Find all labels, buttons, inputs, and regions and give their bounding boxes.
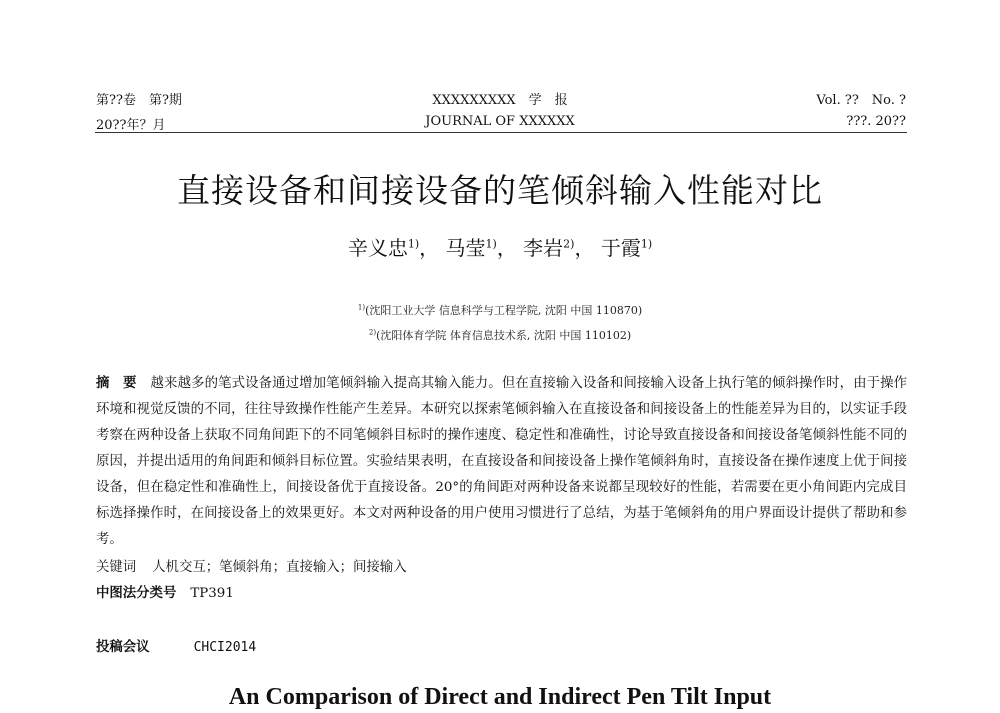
author-name: 李岩 — [523, 236, 564, 260]
keywords — [96, 556, 407, 575]
author-name: 马莹 — [445, 236, 486, 260]
author-affiliation-mark: 1) — [485, 237, 497, 251]
header-volume-en: Vol. ?? No. ? — [816, 93, 906, 108]
affiliation-1 — [0, 302, 1000, 318]
classification-label: 中图法分类号 — [96, 586, 177, 601]
affiliation-text: (沈阳体育学院 体育信息技术系, 沈阳 中国 110102) — [376, 329, 632, 342]
author-affiliation-mark: 2) — [563, 237, 575, 251]
author-affiliation-mark: 1) — [640, 237, 653, 251]
conference-label: 投稿会议 — [96, 640, 150, 655]
keywords-label: 关键词 — [96, 560, 137, 575]
header-journal-en: JOURNAL OF XXXXXX — [425, 114, 575, 129]
author-name: 于霞 — [600, 236, 641, 260]
paper-title-en: An Comparison of Direct and Indirect Pen Tilt Input — [228, 684, 772, 710]
author-name: 辛义忠 — [347, 236, 408, 260]
paper-title-cn: 直接设备和间接设备的笔倾斜输入性能对比 — [177, 171, 823, 210]
header-date-cn: 20??年？月 — [96, 118, 166, 133]
abstract-text: 越来越多的笔式设备通过增加笔倾斜输入提高其输入能力。但在直接输入设备和间接输入设备上执行笔的倾斜操作时，由于操作环境和视觉反馈的不同，往往导致操作性能产生差异。本研究以探索笔倾斜输入在直接设备和间接设备上的性能差异为目的，以实证手段考察在两种设备上获取不同角间距下的不同笔倾斜目标时的操作速度、稳定性和准确性，讨论导致直接设备和间接设备笔倾斜性能不同的原因，并提出适用的角间距和倾斜目标位置。实验结果表明，在直接设备和间接设备上操作笔倾斜角时，直接设备在操作速度上优于间接设备，但在稳定性和准确性上，间接设备优于直接设备。20°的角间距对两种设备来说都呈现较好的性能，若需要在更小角间距内完成目标选择操作时，在间接设备上的效果更好。本文对两种设备的用户使用习惯进行了总结，为基于笔倾斜角的用户界面设计提供了帮助和参考。 — [96, 376, 908, 547]
affiliation-mark: 2) — [368, 328, 377, 337]
header-date-en: ???. 20?? — [846, 114, 906, 129]
abstract-label: 摘 要 — [96, 376, 137, 391]
header-journal-cn: XXXXXXXXX 学 报 — [432, 93, 568, 108]
header-rule — [95, 132, 907, 133]
author-affiliation-mark: 1) — [407, 237, 420, 251]
conference — [96, 636, 256, 655]
classification-number — [96, 582, 234, 601]
affiliation-mark: 1) — [357, 303, 366, 312]
affiliation-2 — [0, 327, 1000, 343]
author-separator: ， — [496, 236, 517, 260]
abstract — [96, 371, 907, 553]
affiliation-text: (沈阳工业大学 信息科学与工程学院, 沈阳 中国 110870) — [365, 304, 643, 317]
conference-value: CHCI2014 — [193, 640, 257, 655]
classification-value: TP391 — [190, 586, 234, 601]
header-volume-cn: 第??卷 第?期 — [96, 93, 182, 108]
author-list — [0, 232, 1000, 261]
author-separator: ， — [419, 236, 440, 260]
keywords-text: 人机交互；笔倾斜角；直接输入；间接输入 — [152, 560, 407, 575]
author-separator: ， — [574, 236, 595, 260]
